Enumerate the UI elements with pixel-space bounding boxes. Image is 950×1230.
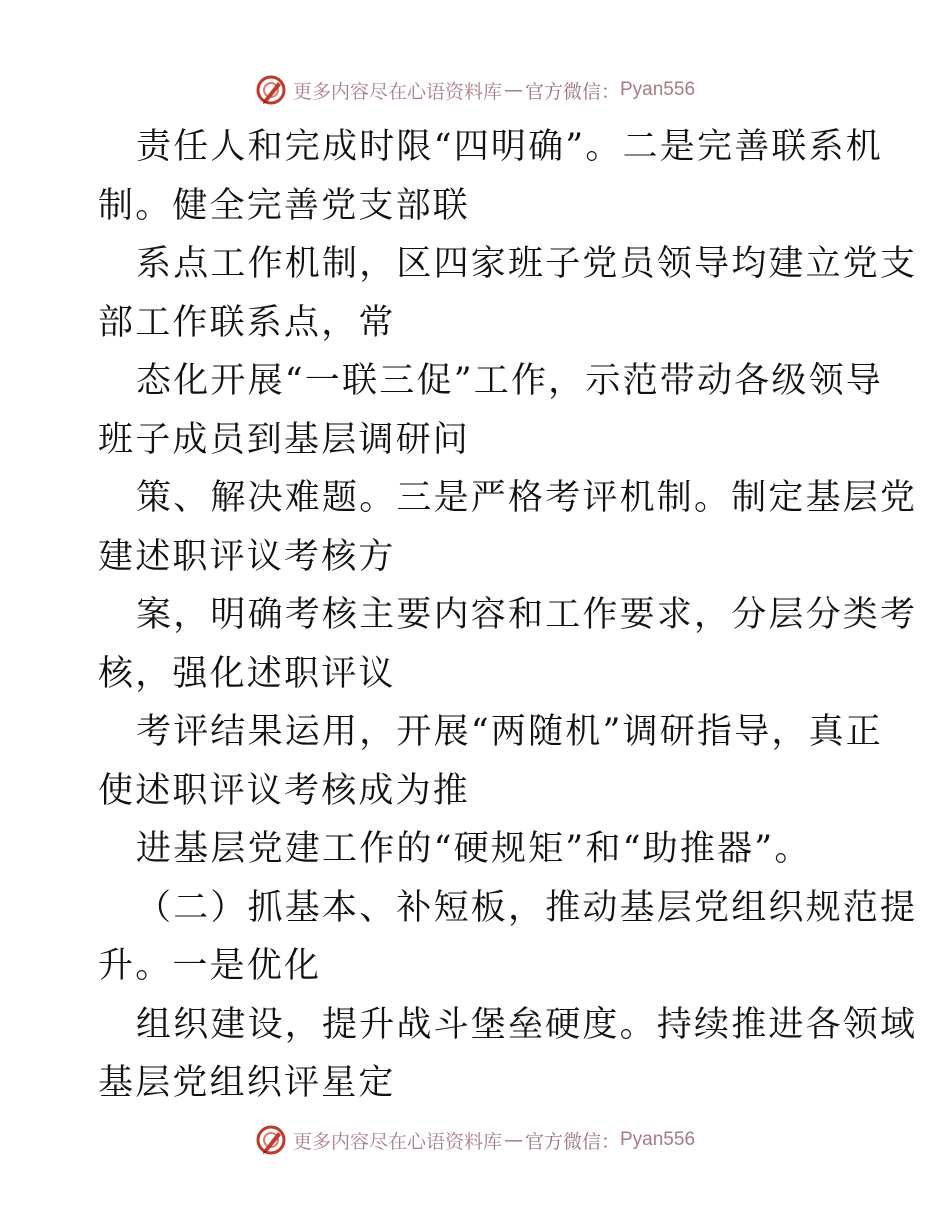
body-line: 组织建设，提升战斗堡垒硬度。持续推进各领域: [136, 1004, 918, 1045]
body-line: 制。健全完善党支部联: [98, 185, 471, 226]
watermark-wechat-label: 官方微信：: [524, 1130, 620, 1153]
body-line: 使述职评议考核成为推: [98, 770, 471, 811]
body-line: 升。一是优化: [98, 946, 322, 986]
body-line: 策、解决难题。三是严格考评机制。制定基层党: [136, 478, 918, 518]
body-line: 态化开展“一联三促”工作，示范带动各级领导: [136, 361, 883, 401]
header-watermark-banner: [0, 70, 950, 110]
body-line: 进基层党建工作的“硬规矩”和“助推器”。: [136, 829, 812, 869]
watermark-wechat-handle: Pyan556: [620, 79, 696, 100]
body-line: 考评结果运用，开展“两随机”调研指导，真正: [136, 712, 883, 752]
document-body: [98, 118, 918, 1113]
body-line: 部工作联系点，常: [98, 302, 396, 343]
pen-circle-logo-icon: [255, 74, 287, 106]
body-line: 核，强化述职评议: [98, 653, 396, 694]
watermark-separator: —: [503, 79, 523, 101]
watermark-separator: —: [503, 1129, 523, 1151]
body-line: 建述职评议考核方: [98, 536, 396, 577]
body-line: 案，明确考核主要内容和工作要求，分层分类考: [136, 595, 918, 635]
body-line: 基层党组织评星定: [98, 1063, 396, 1103]
body-line: （二）抓基本、补短板，推动基层党组织规范提: [136, 887, 918, 928]
body-line: 班子成员到基层调研问: [98, 419, 471, 460]
watermark-wechat-handle: Pyan556: [620, 1129, 696, 1150]
watermark-wechat-label: 官方微信：: [524, 80, 620, 103]
body-line: 系点工作机制，区四家班子党员领导均建立党支: [136, 244, 918, 284]
pen-circle-logo-icon: [255, 1124, 287, 1156]
watermark-site-text: 更多内容尽在心语资料库: [292, 80, 502, 103]
footer-watermark-banner: [0, 1120, 950, 1160]
body-line: 责任人和完成时限“四明确”。二是完善联系机: [136, 127, 883, 167]
watermark-site-text: 更多内容尽在心语资料库: [292, 1130, 502, 1153]
